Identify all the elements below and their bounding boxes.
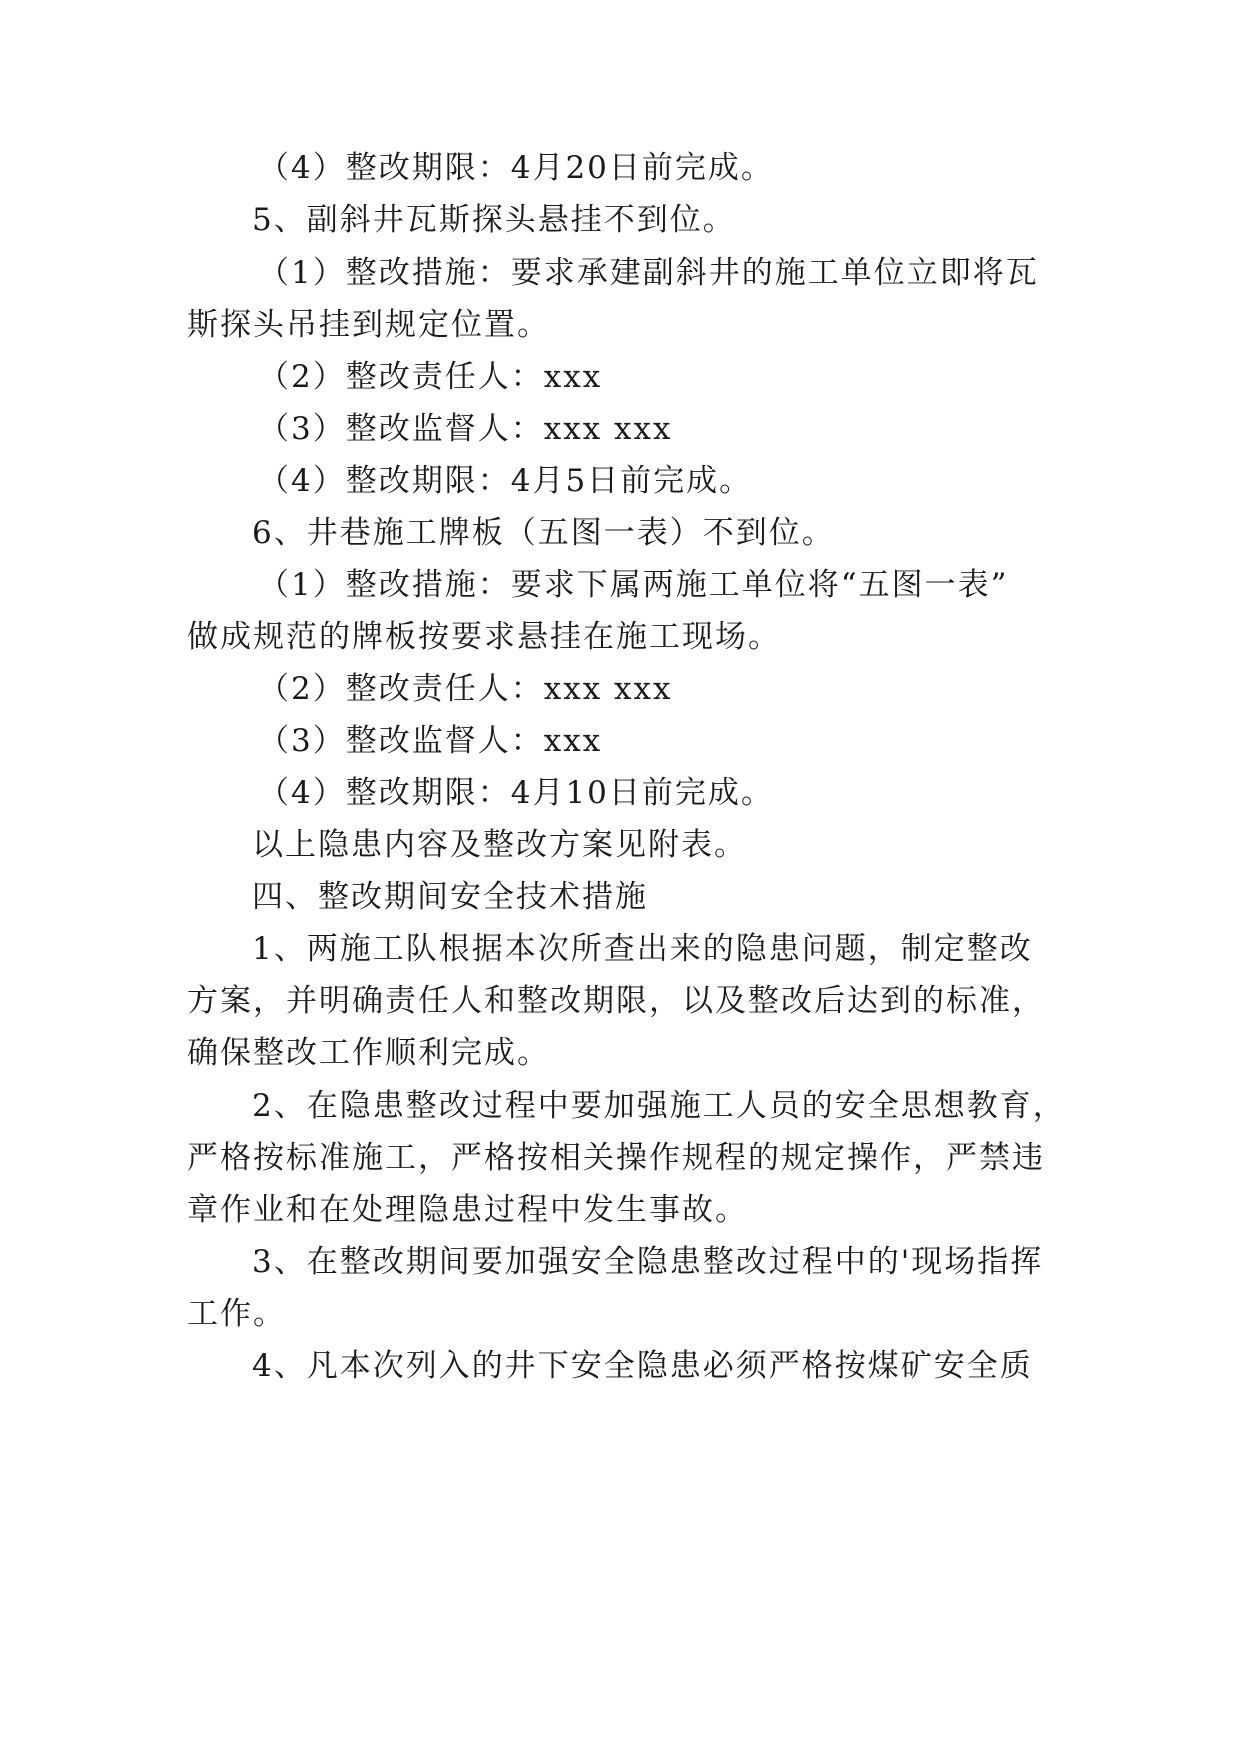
text-line: （3）整改监督人：xxx	[258, 723, 603, 759]
text-line: 1、两施工队根据本次所查出来的隐患问题，制定整改	[252, 931, 1033, 967]
text-line: （1）整改措施：要求承建副斜井的施工单位立即将瓦	[258, 255, 1039, 291]
text-line: 2、在隐患整改过程中要加强施工人员的安全思想教育，	[252, 1088, 1066, 1124]
text-line: 章作业和在处理隐患过程中发生事故。	[187, 1192, 748, 1228]
text-line: 工作。	[187, 1296, 286, 1332]
text-line: （4）整改期限：4月5日前完成。	[258, 463, 753, 499]
text-line: （2）整改责任人：xxx xxx	[258, 671, 673, 707]
text-line: 6、井巷施工牌板（五图一表）不到位。	[252, 515, 835, 551]
text-line: 5、副斜井瓦斯探头悬挂不到位。	[252, 202, 736, 238]
text-line: （1）整改措施：要求下属两施工单位将“五图一表”	[258, 567, 1009, 603]
text-line: （4）整改期限：4月20日前完成。	[258, 150, 774, 186]
text-line: 严格按标准施工，严格按相关操作规程的规定操作，严禁违	[187, 1140, 1045, 1176]
text-line: 4、凡本次列入的井下安全隐患必须严格按煤矿安全质	[252, 1348, 1033, 1384]
text-line: 斯探头吊挂到规定位置。	[187, 307, 550, 343]
text-line: 3、在整改期间要加强安全隐患整改过程中的'现场指挥	[252, 1244, 1044, 1280]
text-line: 以上隐患内容及整改方案见附表。	[252, 827, 747, 863]
text-line: 方案，并明确责任人和整改期限，以及整改后达到的标准，	[187, 983, 1045, 1019]
text-line: 做成规范的牌板按要求悬挂在施工现场。	[187, 619, 781, 655]
text-line: （4）整改期限：4月10日前完成。	[258, 775, 774, 811]
text-line: 确保整改工作顺利完成。	[187, 1035, 550, 1071]
text-line: （2）整改责任人：xxx	[258, 359, 603, 395]
section-heading: 四、整改期间安全技术措施	[252, 879, 648, 915]
text-line: （3）整改监督人：xxx xxx	[258, 411, 673, 447]
